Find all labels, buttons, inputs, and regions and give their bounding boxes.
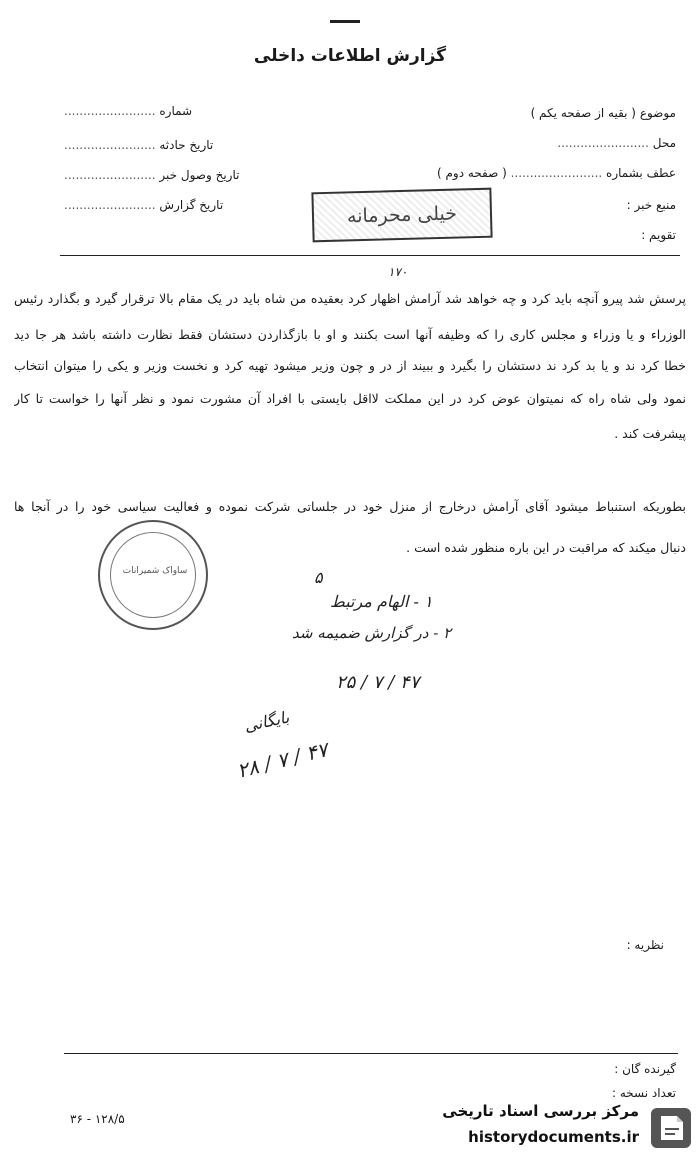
savak-seal [98, 520, 208, 630]
copies-label: تعداد نسخه : [611, 1086, 676, 1100]
place-label: محل [652, 136, 676, 150]
number-label: شماره [159, 104, 193, 118]
body-line-4: نمود ولی شاه راه که نمیتوان عوض کرد در این مملکت لااقل بایستی با افراد آن مشورت نمود و نظر آنها را خواست تا کار [14, 391, 686, 406]
place-dots: ........................ [557, 136, 649, 150]
commentary-label: نظریه : [626, 938, 664, 952]
source-label: منبع خبر : [626, 198, 676, 212]
incident-date-label: تاریخ حادثه [159, 138, 214, 152]
field-news-received [64, 168, 239, 182]
document-center-icon [647, 1102, 697, 1152]
field-place [557, 136, 676, 150]
evaluation-label: تقویم : [641, 228, 676, 242]
field-reference [437, 166, 676, 180]
handwritten-date-1: ۲۵ / ۷ / ۴۷ [336, 672, 420, 693]
recipients-label: گیرنده گان : [614, 1062, 676, 1076]
subject-value: ( بقیه از صفحه یکم ) [530, 106, 636, 120]
handwritten-note-1: ۱ - الهام مرتبط [330, 592, 433, 611]
header-divider [60, 255, 680, 256]
body-para2-line-1: بطوریکه استنباط میشود آقای آرامش درخارج از منزل خود در جلساتی شرکت نموده و فعالیت سیاسی خود را در آنجا ها [14, 499, 686, 514]
news-received-label: تاریخ وصول خبر [159, 168, 240, 182]
body-line-1: پرسش شد پیرو آنچه باید کرد و چه خواهد شد آرامش اظهار کرد بعقیده من شاه باید در یک مقام بالا ترقرار گیرد و بگذارد رئیس [14, 291, 686, 306]
subject-label: موضوع [639, 106, 676, 120]
form-number: ۳۶ - ۱۲۸/۵ [70, 1112, 125, 1126]
news-received-dots: ........................ [64, 168, 156, 182]
classification-stamp: خیلی محرمانه [311, 188, 492, 243]
body-para2-line-2: دنبال میکند که مراقبت در این باره منظور شده است . [406, 540, 686, 555]
reference-label: عطف بشماره [606, 166, 676, 180]
handwritten-note-2: ۲ - در گزارش ضمیمه شد [292, 624, 452, 642]
number-dots: ........................ [64, 104, 156, 118]
margin-note: ۱۷۰ [388, 265, 408, 279]
watermark-logo [412, 1098, 697, 1158]
field-subject [531, 106, 676, 120]
reference-value: ( صفحه دوم ) [437, 166, 507, 180]
handwritten-number: ۵ [314, 568, 323, 587]
watermark-url: historydocuments.ir [468, 1128, 639, 1146]
reference-dots: ........................ [510, 166, 603, 180]
document-title: گزارش اطلاعات داخلی [253, 46, 447, 66]
footer-divider [64, 1053, 678, 1054]
incident-date-dots: ........................ [64, 138, 156, 152]
field-number [64, 104, 192, 118]
field-evaluation [641, 228, 676, 242]
watermark-name: مرکز بررسی اسناد تاریخی [442, 1102, 639, 1120]
body-line-5: پیشرفت کند . [614, 426, 686, 441]
body-line-2: الوزراء و یا وزراء و مجلس کاری را که وظیفه آنها است بکنند و او با بازگذاردن دستشان فقط نظارت داشته باشد هر جا دید [14, 327, 686, 342]
field-source [627, 198, 676, 212]
top-dash-mark [330, 20, 360, 23]
field-incident-date [64, 138, 213, 152]
body-line-3: خطا کرد ند و یا بد کرد ند دستشان را بگیرد و ببیند از در و چون وزیر میشود تهیه کرد و نخست وزیر و یکی را میتوان انتخاب [14, 358, 686, 373]
field-report-date [64, 198, 223, 212]
seal-text: ساواک شمیرانات [122, 566, 188, 576]
handwritten-date-2: ۲۸ / ۷ / ۴۷ [234, 737, 331, 783]
report-date-dots: ........................ [64, 198, 156, 212]
report-date-label: تاریخ گزارش [159, 198, 224, 212]
handwritten-archive: بایگانی [242, 707, 291, 736]
